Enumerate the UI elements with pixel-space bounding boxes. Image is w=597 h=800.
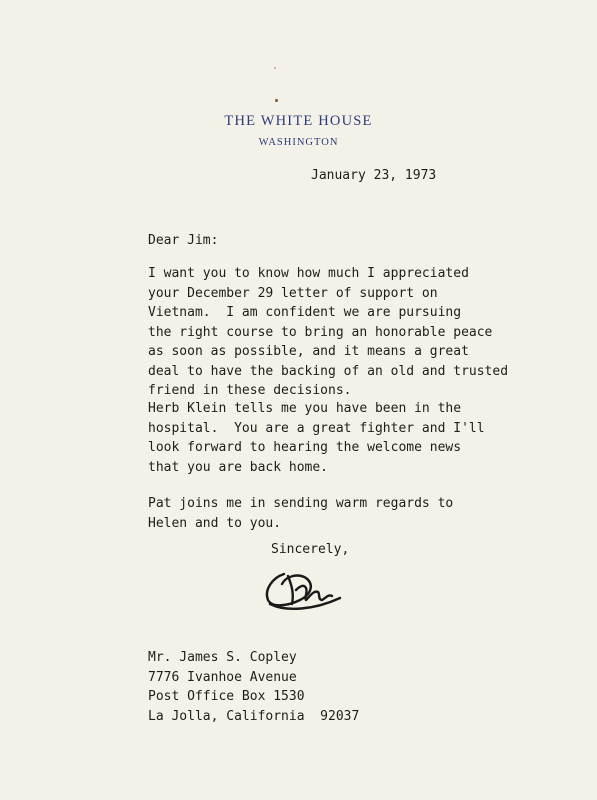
paper-speck [275, 99, 278, 102]
recipient-address [148, 648, 359, 726]
letterhead-title: THE WHITE HOUSE [224, 113, 373, 129]
body-line: Pat joins me in sending warm regards to [148, 496, 454, 511]
closing: Sincerely, [271, 542, 350, 557]
body-line: look forward to hearing the welcome news [148, 440, 462, 455]
body-line: Vietnam. I am confident we are pursuing [148, 305, 462, 320]
salutation: Dear Jim: [148, 233, 219, 248]
body-line: Helen and to you. [148, 515, 282, 531]
body-paragraph-3 [148, 494, 548, 533]
body-line: I want you to know how much I appreciated [148, 266, 469, 281]
body-line: friend in these decisions. [148, 383, 352, 398]
body-paragraph-2 [148, 399, 548, 477]
letterhead-subtitle: WASHINGTON [258, 137, 339, 148]
body-line: that you are back home. [148, 459, 329, 475]
body-paragraph-1 [148, 264, 548, 401]
body-line: deal to have the backing of an old and trusted [148, 363, 509, 379]
body-line: as soon as possible, and it means a great [148, 344, 469, 359]
body-line: the right course to bring an honorable peace [148, 324, 493, 340]
address-line: 7776 Ivanhoe Avenue [148, 669, 297, 685]
letter-date: January 23, 1973 [311, 168, 437, 183]
body-line: your December 29 letter of support on [148, 285, 438, 301]
address-line: Mr. James S. Copley [148, 650, 297, 665]
signature-icon [262, 560, 352, 616]
address-line: Post Office Box 1530 [148, 689, 305, 704]
body-line: Herb Klein tells me you have been in the [148, 401, 462, 416]
body-line: hospital. You are a great fighter and I'll [148, 420, 485, 436]
address-line: La Jolla, California 92037 [148, 708, 360, 724]
paper-speck [274, 67, 276, 69]
